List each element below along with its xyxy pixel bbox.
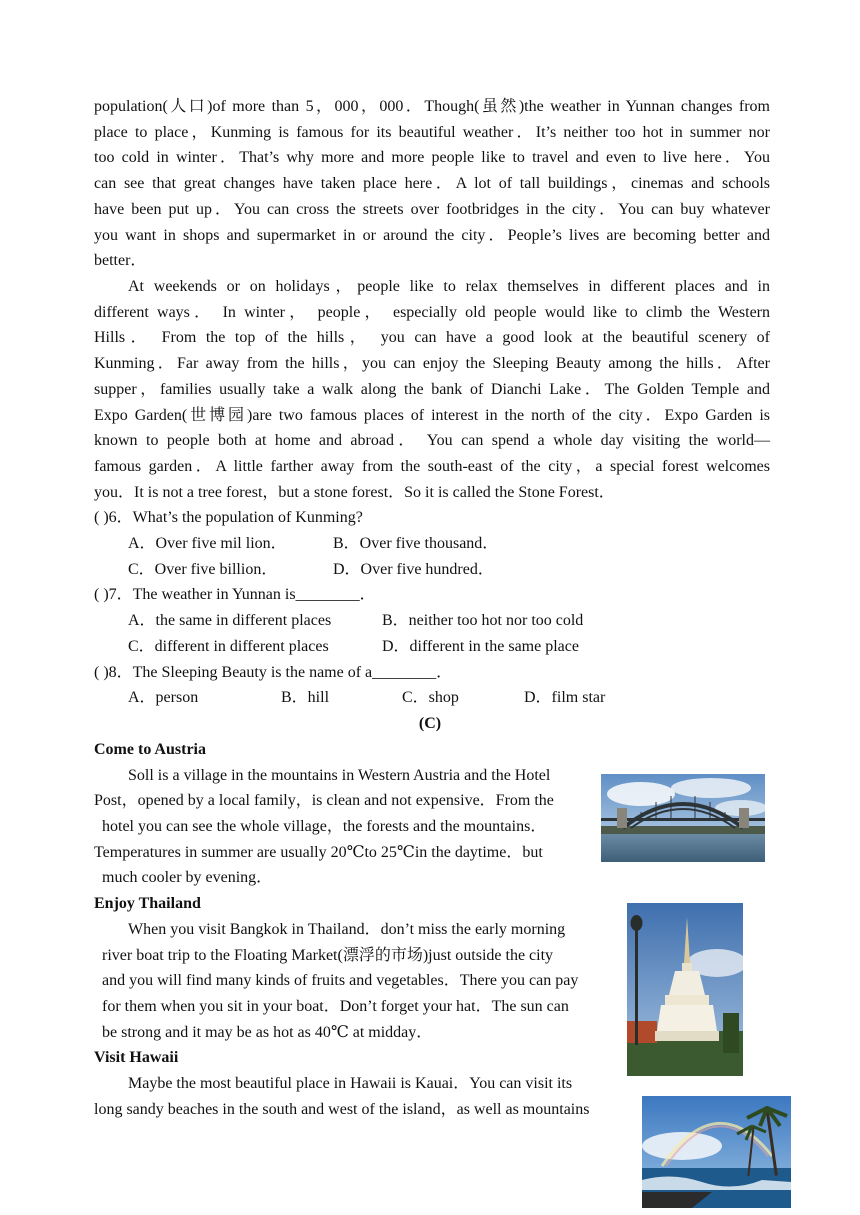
question-7-option-d: D．different in the same place [382, 638, 579, 655]
question-6-option-a: A．Over five mil lion． [128, 535, 287, 552]
austria-line: Soll is a village in the mountains in Western Austria and the Hotel [128, 767, 551, 784]
thailand-line: river boat trip to the Floating Market(漂浮的市场)just outside the city [102, 947, 554, 964]
question-7-stem: ( )7．The weather in Yunnan is________． [94, 586, 376, 603]
passage-line: better． [94, 252, 147, 269]
passage-line: too cold in winter．That’s why more and more people like to travel and even to live here．You [94, 149, 770, 166]
question-8-option-b: B．hill [281, 689, 330, 706]
hawaii-line: Maybe the most beautiful place in Hawaii is Kauai．You can visit its [128, 1075, 573, 1092]
question-6-stem: ( )6．What’s the population of Kunming? [94, 509, 363, 526]
passage-line: you want in shops and supermarket in or around the city．People’s lives are becoming better and [94, 227, 770, 244]
question-8-stem: ( )8．The Sleeping Beauty is the name of a________． [94, 664, 453, 681]
passage-line: different ways． In winter， people， especially old people would like to climb the Western [94, 304, 770, 321]
passage-line: At weekends or on holidays，people like to relax themselves in different places and in [128, 278, 770, 295]
thailand-line: and you will find many kinds of fruits and vegetables．There you can pay [102, 972, 579, 989]
passage-line: Hills． From the top of the hills， you can have a good look at the beautiful scenery of [94, 329, 770, 346]
passage-line: can see that great changes have taken place here．A lot of tall buildings，cinemas and schools [94, 175, 770, 192]
passage-line: place to place，Kunming is famous for its beautiful weather．It’s neither too hot in summer nor [94, 124, 770, 141]
question-7-option-c: C．different in different places [128, 638, 329, 655]
question-6-option-d: D．Over five hundred． [333, 561, 494, 578]
harbour-bridge-photo [601, 774, 765, 862]
question-8-option-d: D．film star [524, 689, 606, 706]
austria-line: hotel you can see the whole village，the forests and the mountains． [102, 818, 547, 835]
question-8-option-c: C．shop [402, 689, 459, 706]
austria-line: Post，opened by a local family，is clean and not expensive．From the [94, 792, 554, 809]
passage-line: Expo Garden(世博园)are two famous places of interest in the north of the city．Expo Garden is [94, 407, 770, 424]
thailand-line: When you visit Bangkok in Thailand．don’t miss the early morning [128, 921, 566, 938]
austria-heading: Come to Austria [94, 741, 206, 758]
question-8-option-a: A．person [128, 689, 199, 706]
thailand-heading: Enjoy Thailand [94, 895, 201, 912]
passage-line: supper，families usually take a walk along the bank of Dianchi Lake．The Golden Temple and [94, 381, 770, 398]
question-7-option-b: B．neither too hot nor too cold [382, 612, 584, 629]
question-7-option-a: A．the same in different places [128, 612, 332, 629]
austria-line: Temperatures in summer are usually 20℃to 25℃in the daytime．but [94, 844, 543, 861]
question-6-option-b: B．Over five thousand． [333, 535, 499, 552]
passage-line: Kunming．Far away from the hills，you can enjoy the Sleeping Beauty among the hills．After [94, 355, 770, 372]
austria-line: much cooler by evening． [102, 869, 273, 886]
thailand-line: for them when you sit in your boat．Don’t forget your hat．The sun can [102, 998, 569, 1015]
passage-line: famous garden．A little farther away from the south-east of the city，a special forest welcomes [94, 458, 770, 475]
section-c-label: (C) [418, 715, 442, 732]
thailand-line: be strong and it may be as hot as 40℃ at midday． [102, 1024, 433, 1041]
passage-line: population(人口)of more than 5，000，000．Though(虽然)the weather in Yunnan changes from [94, 98, 770, 115]
thai-temple-photo [627, 903, 743, 1076]
question-6-option-c: C．Over five billion． [128, 561, 278, 578]
hawaii-line: long sandy beaches in the south and west of the island，as well as mountains [94, 1101, 590, 1118]
hawaii-heading: Visit Hawaii [94, 1049, 179, 1066]
passage-line: known to people both at home and abroad． You can spend a whole day visiting the world— [94, 432, 770, 449]
passage-line: you．It is not a tree forest，but a stone forest．So it is called the Stone Forest． [94, 484, 615, 501]
hawaii-beach-photo [642, 1096, 791, 1208]
passage-line: have been put up．You can cross the streets over footbridges in the city．You can buy whatever [94, 201, 770, 218]
